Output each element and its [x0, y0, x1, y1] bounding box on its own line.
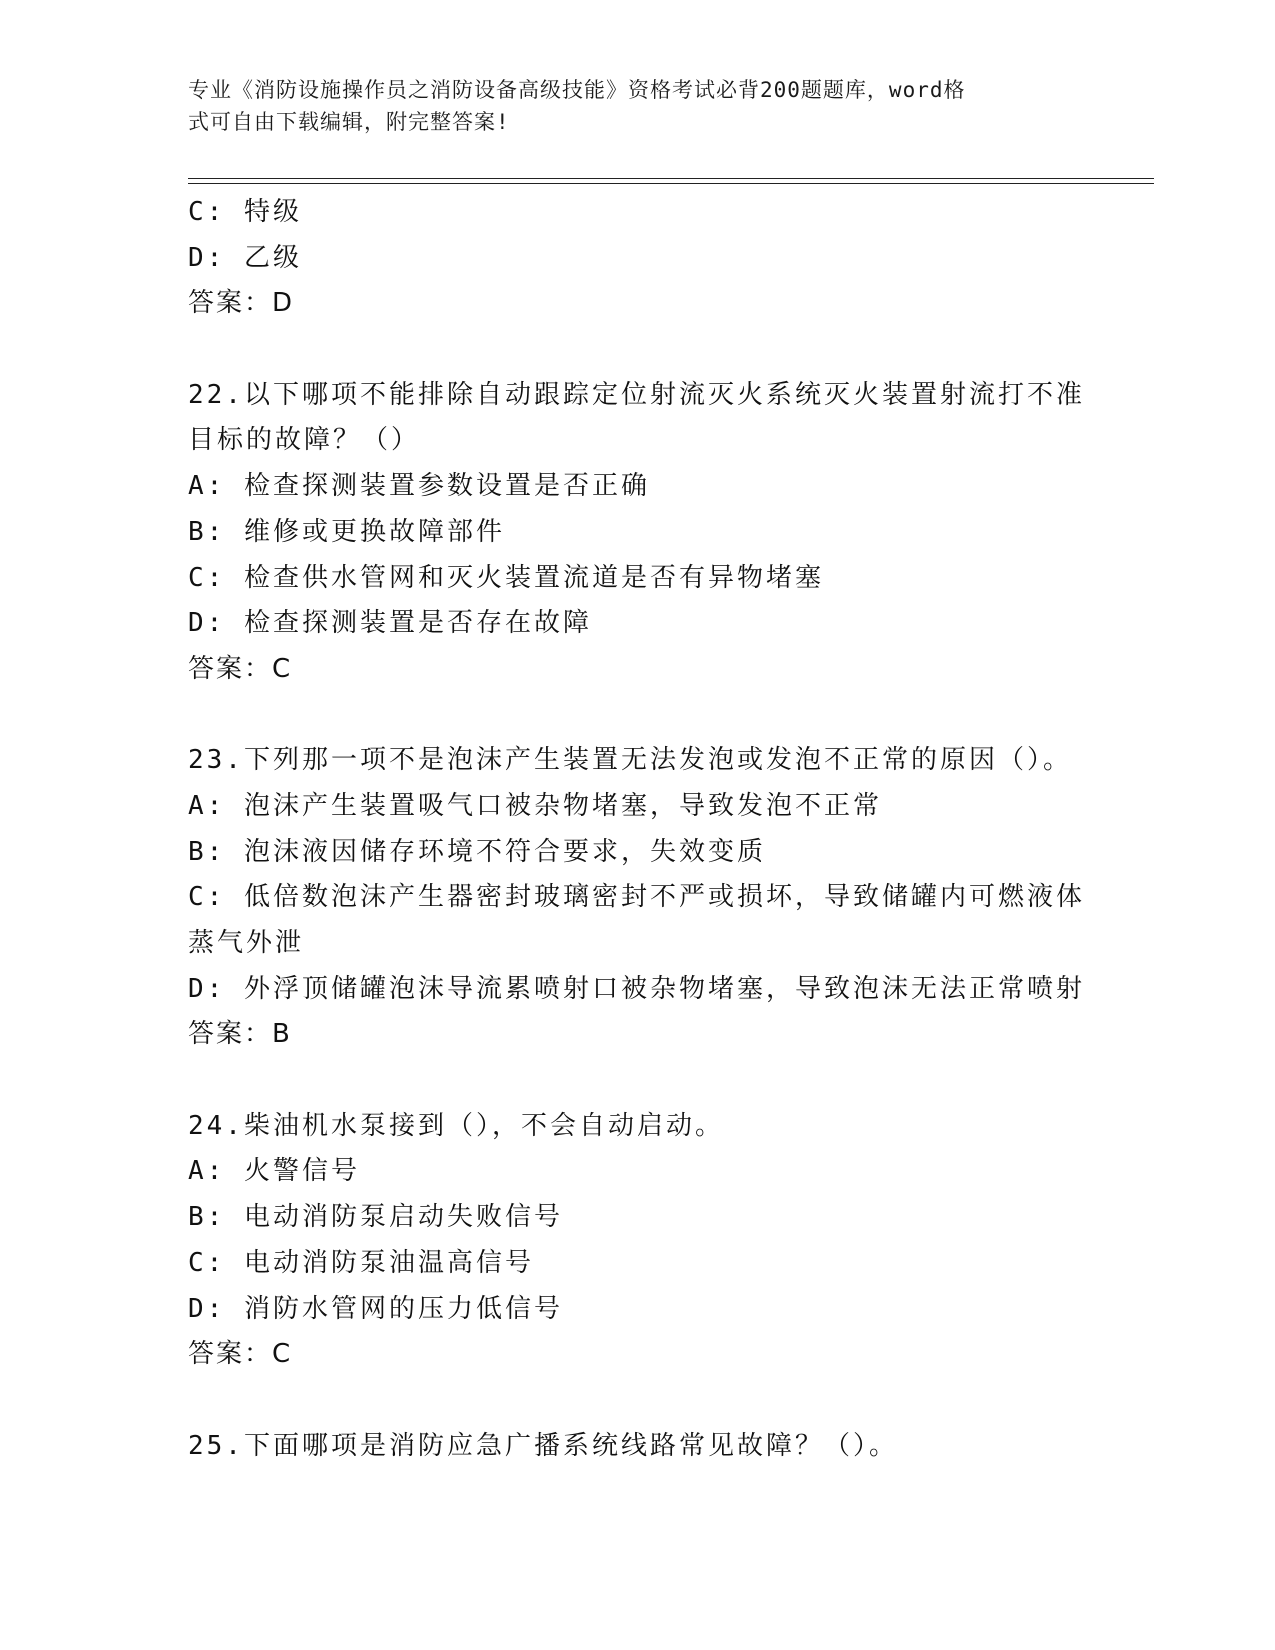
option-c: C: 特级 [188, 197, 302, 227]
option-c: C: 电动消防泵油温高信号 [188, 1247, 534, 1278]
header-divider-top [188, 178, 1154, 179]
option-a: A: 火警信号 [188, 1156, 360, 1187]
question-stem: 24.柴油机水泵接到（），不会自动启动。 [188, 1110, 724, 1141]
option-d: D: 乙级 [188, 242, 302, 273]
document-header [188, 74, 1068, 138]
option-d: D: 外浮顶储罐泡沫导流累喷射口被杂物堵塞，导致泡沫无法正常喷射 [188, 973, 1085, 1004]
answer: 答案：C [188, 1339, 293, 1370]
answer: 答案：D [188, 288, 295, 319]
header-divider-bottom [188, 183, 1154, 184]
question-stem: 23.下列那一项不是泡沫产生装置无法发泡或发泡不正常的原因（）。 [188, 745, 1072, 776]
answer: 答案：B [188, 1019, 292, 1050]
header-line-1: 专业《消防设施操作员之消防设备高级技能》资格考试必背200题题库，word格 [188, 78, 966, 102]
header-line-2: 式可自由下载编辑，附完整答案! [188, 110, 510, 134]
option-d: D: 消防水管网的压力低信号 [188, 1293, 563, 1324]
option-c: C: 检查供水管网和灭火装置流道是否有异物堵塞 [188, 562, 824, 593]
option-c-continued: 蒸气外泄 [188, 928, 305, 958]
answer: 答案：C [188, 653, 293, 684]
option-a: A: 泡沫产生装置吸气口被杂物堵塞，导致发泡不正常 [188, 790, 882, 821]
option-c: C: 低倍数泡沫产生器密封玻璃密封不严或损坏，导致储罐内可燃液体 [188, 882, 1085, 913]
option-b: B: 维修或更换故障部件 [188, 516, 505, 547]
question-stem-continued: 目标的故障？（） [188, 425, 421, 456]
question-stem: 22.以下哪项不能排除自动跟踪定位射流灭火系统灭火装置射流打不准 [188, 379, 1085, 410]
question-list [188, 190, 1088, 1469]
option-a: A: 检查探测装置参数设置是否正确 [188, 471, 650, 502]
option-d: D: 检查探测装置是否存在故障 [188, 608, 592, 639]
option-b: B: 泡沫液因储存环境不符合要求，失效变质 [188, 836, 766, 867]
option-b: B: 电动消防泵启动失败信号 [188, 1202, 563, 1233]
question-stem: 25.下面哪项是消防应急广播系统线路常见故障？（）。 [188, 1430, 898, 1461]
